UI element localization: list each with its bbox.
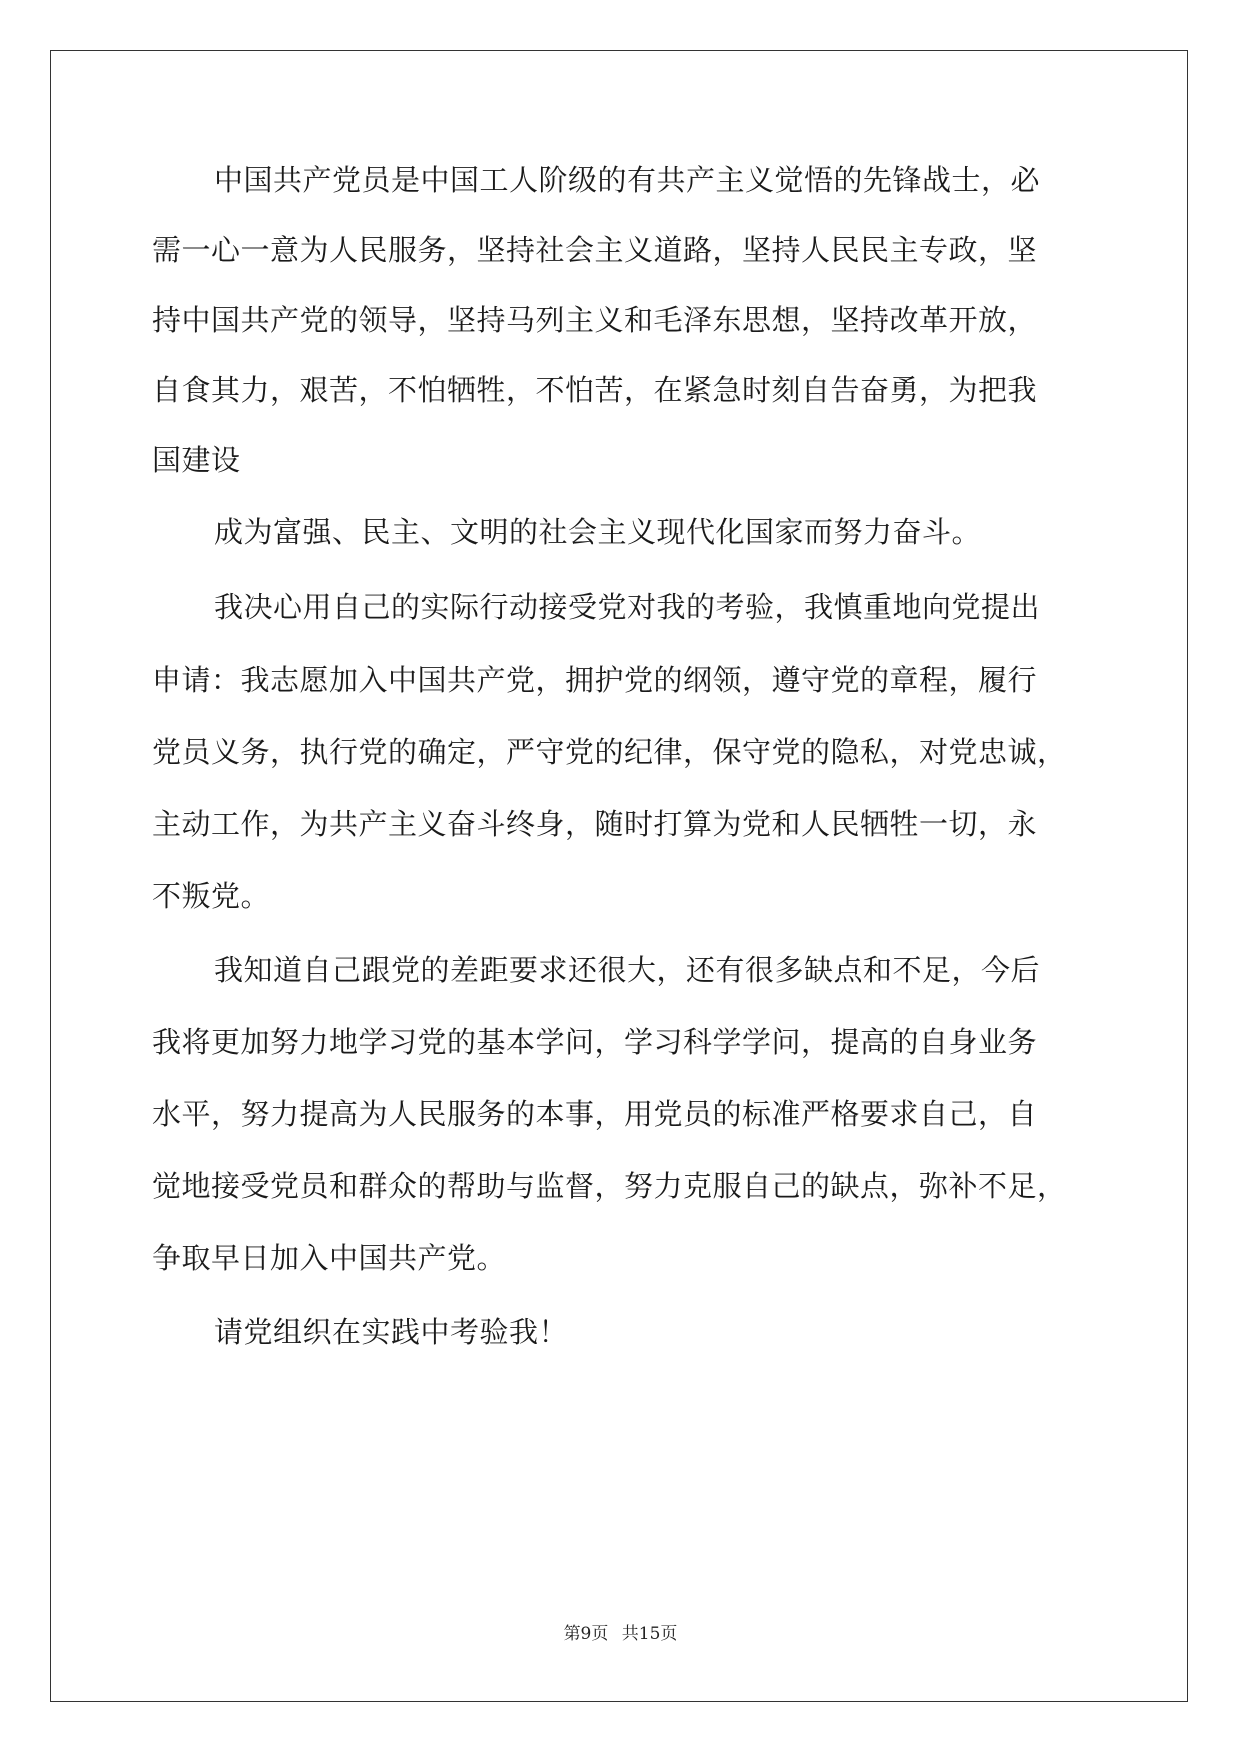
paragraph-line: 我将更加努力地学习党的基本学问，学习科学学问，提高的自身业务 (152, 1025, 1038, 1059)
paragraph-line: 主动工作，为共产主义奋斗终身，随时打算为党和人民牺牲一切，永 (152, 807, 1038, 841)
paragraph-line: 国建设 (152, 443, 241, 477)
paragraph-line: 成为富强、民主、文明的社会主义现代化国家而努力奋斗。 (214, 515, 982, 549)
paragraph-line: 争取早日加入中国共产党。 (152, 1241, 507, 1275)
paragraph-line: 中国共产党员是中国工人阶级的有共产主义觉悟的先锋战士，必 (214, 163, 1041, 197)
page-total: 共15页 (621, 1624, 678, 1644)
paragraph-line: 水平，努力提高为人民服务的本事，用党员的标准严格要求自己，自 (152, 1097, 1038, 1131)
paragraph-line: 党员义务，执行党的确定，严守党的纪律，保守党的隐私，对党忠诚， (152, 735, 1067, 769)
paragraph-line: 我知道自己跟党的差距要求还很大，还有很多缺点和不足，今后 (214, 953, 1041, 987)
paragraph-line: 不叛党。 (152, 879, 271, 913)
page-footer (0, 1622, 1241, 1646)
paragraph-line: 觉地接受党员和群众的帮助与监督，努力克服自己的缺点，弥补不足， (152, 1169, 1067, 1203)
paragraph-line: 持中国共产党的领导，坚持马列主义和毛泽东思想，坚持改革开放， (152, 303, 1038, 337)
paragraph-line: 申请：我志愿加入中国共产党，拥护党的纲领，遵守党的章程，履行 (152, 663, 1038, 697)
paragraph-line: 我决心用自己的实际行动接受党对我的考验，我慎重地向党提出 (214, 590, 1041, 624)
paragraph-line: 需一心一意为人民服务，坚持社会主义道路，坚持人民民主专政，坚 (152, 233, 1038, 267)
paragraph-line: 自食其力，艰苦，不怕牺牲，不怕苦，在紧急时刻自告奋勇，为把我 (152, 373, 1038, 407)
page-number: 第9页 (563, 1624, 609, 1644)
paragraph-line: 请党组织在实践中考验我！ (214, 1315, 569, 1349)
